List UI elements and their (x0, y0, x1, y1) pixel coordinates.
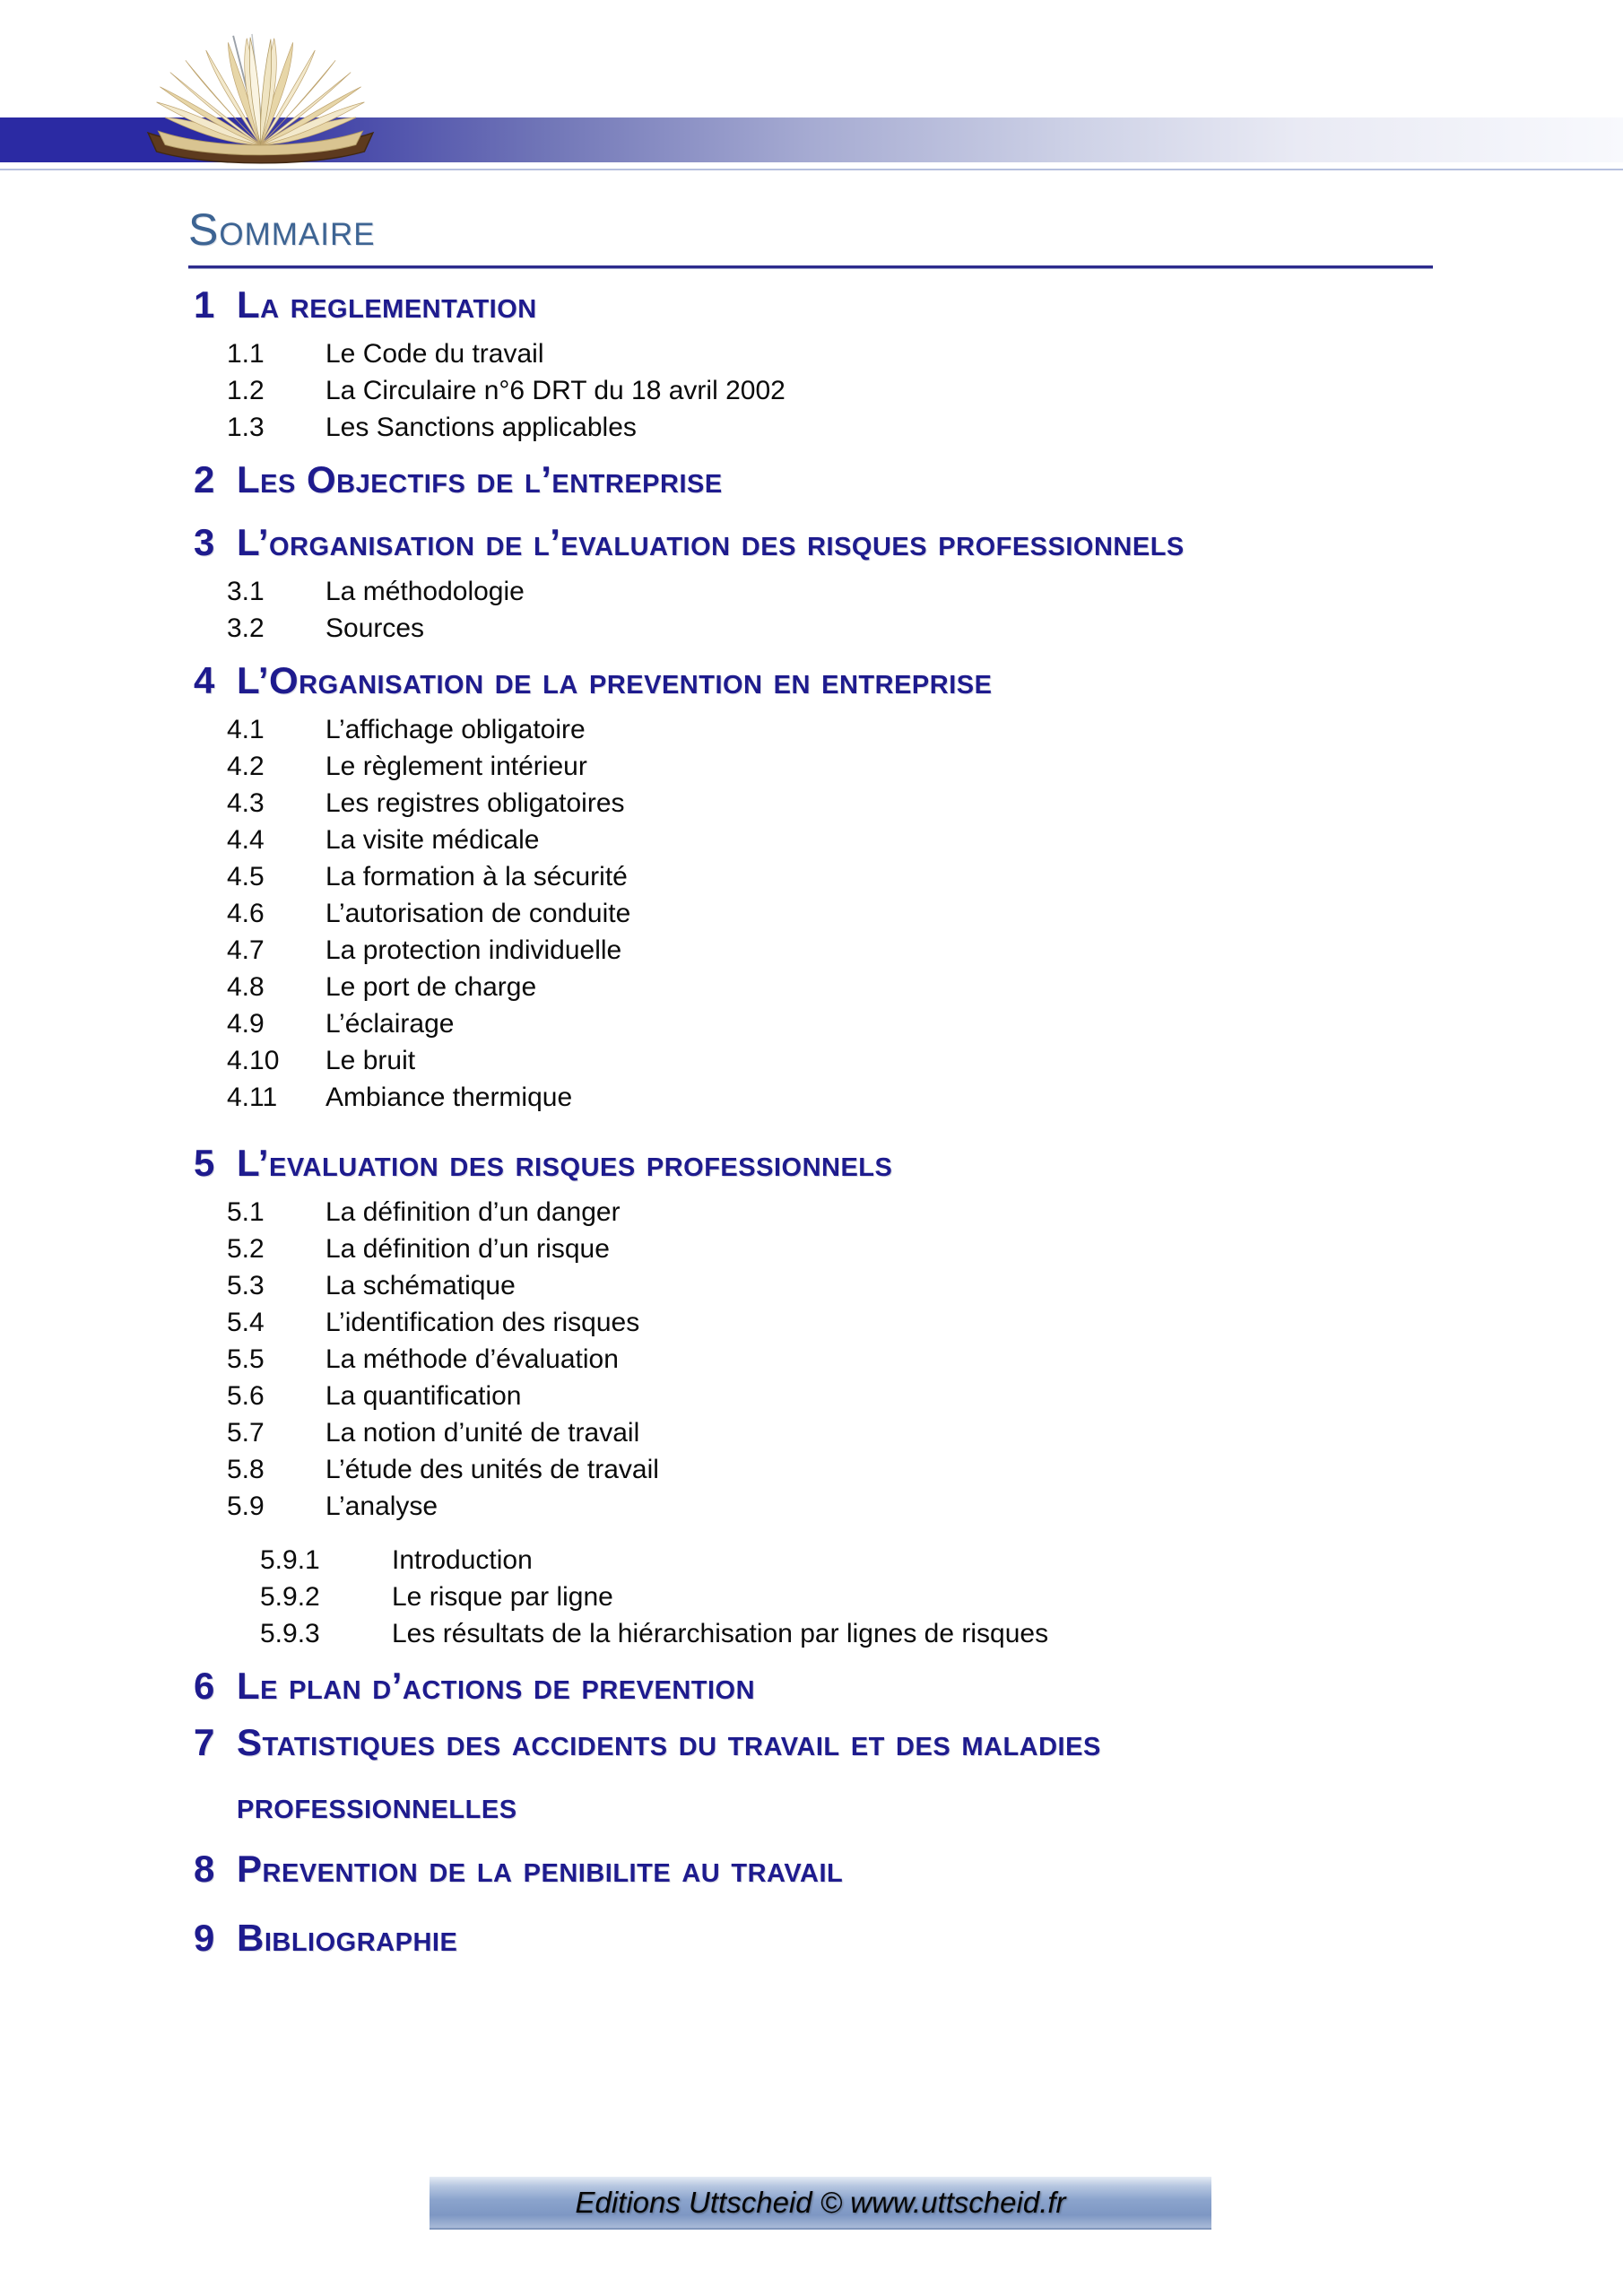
toc-item-number: 5.4 (227, 1308, 265, 1337)
toc-item-number: 3.1 (227, 577, 265, 606)
toc-item-label: Les Objectifs de l’entreprise (237, 458, 723, 500)
toc-item-label: Le règlement intérieur (325, 752, 587, 781)
toc-item-number: 4.5 (227, 862, 265, 891)
toc-item-number: 4.3 (227, 788, 265, 818)
toc-item-number: 6 (194, 1665, 215, 1707)
toc-item-number: 4.4 (227, 825, 265, 855)
toc-item-number: 1.2 (227, 376, 265, 405)
toc-item-label: Le risque par ligne (392, 1582, 613, 1612)
toc-item-label: Prevention de la penibilite au travail (237, 1848, 844, 1890)
toc-item-number: 4.7 (227, 935, 265, 965)
toc-item-number: 7 (194, 1721, 215, 1763)
toc-item-label: L’identification des risques (325, 1308, 640, 1337)
toc-item-label: La Circulaire n°6 DRT du 18 avril 2002 (325, 376, 785, 405)
toc-item-label: L’Organisation de la prevention en entreprise (237, 659, 993, 701)
footer-text: Editions Uttscheid © www.uttscheid.fr (575, 2185, 1066, 2219)
toc-item-label: L’affichage obligatoire (325, 715, 586, 744)
toc-item-number: 4.1 (227, 715, 265, 744)
toc-item-label: Les résultats de la hiérarchisation par lignes de risques (392, 1619, 1049, 1648)
toc-item-label: Statistiques des accidents du travail et des maladies professionnelles (237, 1721, 1101, 1826)
toc-item-number: 4.2 (227, 752, 265, 781)
toc-item-label: Sources (325, 613, 425, 643)
toc-item-number: 4.10 (227, 1046, 280, 1075)
toc-item-label: Ambiance thermique (325, 1083, 573, 1112)
toc-item-label: La formation à la sécurité (325, 862, 628, 891)
toc-item-number: 5.9.1 (260, 1545, 320, 1575)
toc-item-number: 5.9.3 (260, 1619, 320, 1648)
toc-item-label: Introduction (392, 1545, 533, 1575)
toc-item-number: 5.3 (227, 1271, 265, 1300)
toc-item-number: 5 (194, 1142, 215, 1184)
toc-item-number: 4.6 (227, 899, 265, 928)
toc-item-number: 5.5 (227, 1344, 265, 1374)
toc-item-label: La définition d’un danger (325, 1197, 621, 1227)
toc-item-label: L’analyse (325, 1492, 438, 1521)
toc-item-label: La notion d’unité de travail (325, 1418, 640, 1448)
toc-item-number: 1.3 (227, 413, 265, 442)
toc-item-number: 5.6 (227, 1381, 265, 1411)
toc-item-number: 5.7 (227, 1418, 265, 1448)
toc-item-label: La définition d’un risque (325, 1234, 610, 1264)
toc-item-label: L’étude des unités de travail (325, 1455, 659, 1484)
toc-item-number: 4.9 (227, 1009, 265, 1039)
toc-item-number: 5.9.2 (260, 1582, 320, 1612)
toc-item-label: Les Sanctions applicables (325, 413, 637, 442)
toc-item-label: La protection individuelle (325, 935, 622, 965)
toc-item-number: 8 (194, 1848, 215, 1890)
footer-bar (430, 2177, 1211, 2230)
toc-item-label: L’autorisation de conduite (325, 899, 631, 928)
toc-item-label: La reglementation (237, 283, 537, 326)
toc-item-number: 4 (194, 659, 215, 701)
toc-item-number: 9 (194, 1917, 215, 1959)
page-title: Sommaire (188, 204, 376, 255)
toc-item-label: Bibliographie (237, 1917, 458, 1959)
toc-item-label: Le port de charge (325, 972, 537, 1002)
toc-item-label: Le plan d’actions de prevention (237, 1665, 756, 1707)
toc-item-label: La schématique (325, 1271, 516, 1300)
toc-item-number: 3 (194, 521, 215, 563)
toc-item-number: 4.11 (227, 1083, 278, 1112)
toc-item-number: 5.2 (227, 1234, 265, 1264)
toc-item-number: 4.8 (227, 972, 265, 1002)
toc-item-label: Les registres obligatoires (325, 788, 625, 818)
toc-item-label: La visite médicale (325, 825, 540, 855)
toc-item-label: L’éclairage (325, 1009, 455, 1039)
toc-item-number: 2 (194, 458, 215, 500)
toc-item-label: L’evaluation des risques professionnels (237, 1142, 893, 1184)
toc-item-number: 1.1 (227, 339, 265, 369)
toc-item-label: Le Code du travail (325, 339, 544, 369)
toc-item-label: La méthodologie (325, 577, 525, 606)
toc-item-label: Le bruit (325, 1046, 416, 1075)
toc-item-label: La méthode d’évaluation (325, 1344, 619, 1374)
toc-item-number: 3.2 (227, 613, 265, 643)
toc-item-label: La quantification (325, 1381, 522, 1411)
toc-item-number: 1 (194, 283, 215, 326)
toc-item-number: 5.1 (227, 1197, 265, 1227)
toc-item-label: L’organisation de l’evaluation des risques professionnels (237, 521, 1185, 563)
toc-item-number: 5.9 (227, 1492, 265, 1521)
toc-item-number: 5.8 (227, 1455, 265, 1484)
